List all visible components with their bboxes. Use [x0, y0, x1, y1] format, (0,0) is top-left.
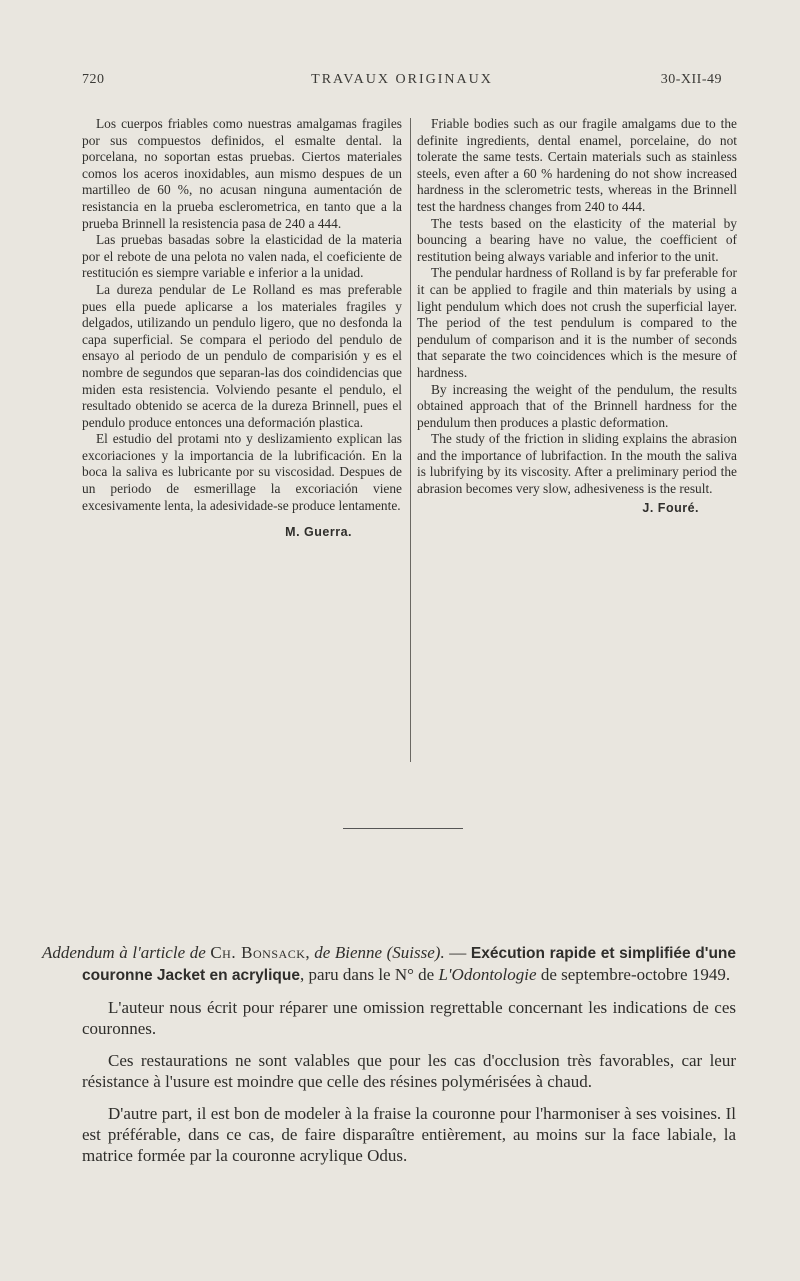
english-paragraph: The tests based on the elasticity of the material by bouncing a bearing have no value, the coefficient of restitution being always variable and inferior to the unit. [417, 215, 737, 264]
addendum-dash: — [444, 943, 471, 962]
addendum-lead: Addendum à l'article de [42, 943, 206, 962]
addendum-section [42, 942, 737, 1177]
addendum-author: Ch. Bonsack [210, 943, 306, 962]
running-title: TRAVAUX ORIGINAUX [311, 72, 493, 87]
spanish-paragraph: La dureza pendular de Le Rolland es mas preferable pues ella puede aplicarse a los materiales fragiles y delgados, utilizando un pendulo ligero, que no desfonda la capa superficial. Se compara el periodo del pendulo de ensayo al periodo de un pendulo de comparisión y es el nombre de segundos que separan-las dos coindidencias que miden esta resistencia. Volviendo pesante el pendulo, el resultado obtenido se acerca de la dureza Brinnell, pues el pendulo produce entonces una deformación plastica. [82, 281, 402, 430]
addendum-paragraph: D'autre part, il est bon de modeler à la fraise la couronne pour l'harmoniser à ses voisines. Il est préférable, dans ce cas, de faire disparaître entièrement, au moins sur la face labiale, la matrice formée par la couronne acrylique Odus. [82, 1104, 736, 1165]
addendum-issue: de septembre-octobre 1949. [540, 965, 731, 984]
page-number: 720 [82, 72, 105, 87]
issue-date: 30-XII-49 [660, 72, 722, 87]
spanish-paragraph: Los cuerpos friables como nuestras amalgamas fragiles por sus compuestos definidos, el esmalte dental. la porcelana, no soportan estas pruebas. Ciertos materiales comos los aceros inoxidables, aun mismo despues de un martilleo de 60 %, no acusan ninguna aumentación de resistancia en la prueba esclerometrica, en tanto que a la prueba Brinnell la resistencia pasa de 240 a 444. [82, 116, 402, 231]
english-paragraph: The study of the friction in sliding explains the abrasion and the importance of lubrifaction. In the mouth the saliva is lubrifying by its viscosity. After a preliminary period the abrasion becomes very slow, adhesiveness is the result. [417, 431, 737, 497]
english-paragraph: By increasing the weight of the pendulum, the results obtained approach that of the Brinnell hardness for the pendulum then produces a plastic deformation. [417, 381, 737, 430]
english-paragraph: Friable bodies such as our fragile amalgams due to the definite ingredients, dental enamel, porcelaine, do not tolerate the same tests. Certain materials such as stainless steels, even after a 60 % hardening do not show increased hardness in the sclerometric tests, whereas in the Brinnell test the hardness changes from 240 to 444. [417, 116, 737, 214]
addendum-heading: Addendum à l'article de Ch. Bonsack, de Bienne (Suisse). — Exécution rapide et simplifiée d'une couronne Jacket en acrylique, paru dans le N° de L'Odontologie de septembre-octobre 1949. [42, 943, 737, 984]
addendum-journal: L'Odontologie [438, 965, 537, 984]
addendum-paragraph: L'auteur nous écrit pour réparer une omission regrettable concernant les indications de ces couronnes. [82, 998, 736, 1038]
addendum-title: Exécution rapide et simplifiée d'une couronne Jacket en acrylique [82, 945, 737, 984]
spanish-paragraph: El estudio del protami nto y deslizamiento explican las excoriaciones y la importancia de la lubrificación. En la boca la saliva es lubricante por su viscosidad. Despues de un periodo de esmerillage la excoriación viene excesivamente lenta, la adesividade-se produce lentamente. [82, 431, 402, 513]
spanish-signature: M. Guerra. [285, 525, 352, 540]
spanish-paragraph: Las pruebas basadas sobre la elasticidad de la materia por el rebote de una pelota no valen nada, el coeficiente de restitución es siempre variable e inferior a la unidad. [82, 232, 402, 281]
section-rule [343, 828, 463, 829]
addendum-location: de Bienne (Suisse). [314, 943, 445, 962]
english-signature: J. Fouré. [642, 500, 699, 515]
addendum-paragraph: Ces restaurations ne sont valables que pour les cas d'occlusion très favorables, car leur résistance à l'usure est moindre que celle des résines polymérisées à chaud. [82, 1051, 736, 1091]
spanish-column [82, 116, 402, 541]
addendum-published: , paru dans le N° de [299, 965, 435, 984]
english-column [417, 116, 737, 516]
running-header [82, 72, 722, 94]
column-divider [410, 118, 411, 762]
english-paragraph: The pendular hardness of Rolland is by far preferable for it can be applied to fragile and thin materials by using a light pendulum which does not crush the superficial layer. The period of the test pendulum is compared to the pendulum of comparison and it is the number of seconds that separate the two coincidences which is the mesure of hardness. [417, 265, 737, 380]
